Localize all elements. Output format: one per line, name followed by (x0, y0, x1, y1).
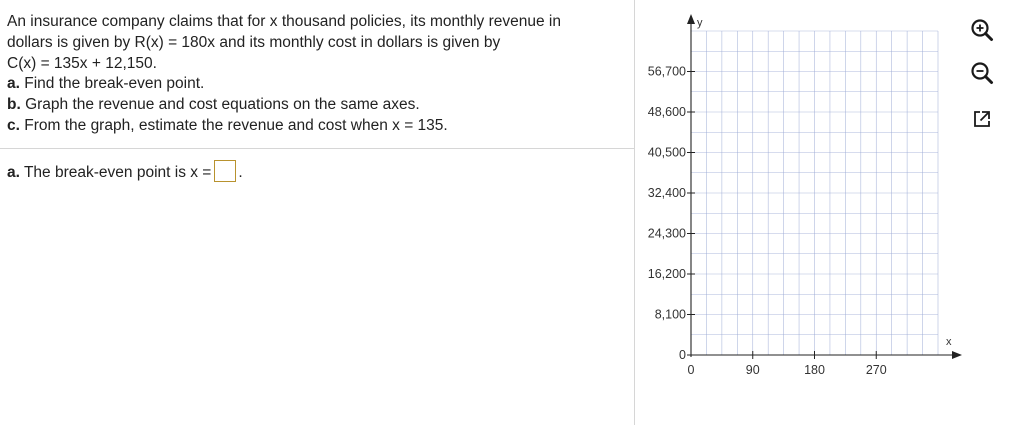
section-divider (0, 148, 634, 149)
y-tick-label: 0 (679, 348, 686, 362)
x-axis-arrow (952, 351, 962, 359)
x-tick-label: 270 (865, 363, 887, 377)
part-b-text: Graph the revenue and cost equations on the same axes. (20, 96, 420, 114)
part-b-label: b. (7, 96, 21, 114)
y-tick-label: 48,600 (647, 105, 686, 119)
y-axis-label: y (697, 17, 703, 29)
zoom-in-icon (967, 15, 997, 45)
y-tick-label: 8,100 (654, 307, 686, 322)
part-c-label: c. (7, 116, 20, 134)
y-tick-label: 24,300 (647, 226, 686, 241)
answer-part-label: a. (7, 164, 20, 181)
part-a-prompt (7, 74, 627, 95)
break-even-input[interactable] (214, 160, 236, 182)
answer-suffix: . (238, 164, 243, 181)
x-axis-label: x (946, 336, 952, 348)
y-tick-label: 32,400 (647, 186, 686, 200)
problem-statement (7, 12, 627, 137)
part-a-label: a. (7, 75, 20, 93)
part-c-text: From the graph, estimate the revenue and cost when x = 135. (19, 116, 448, 134)
panel-divider (634, 0, 635, 425)
popout-button[interactable] (967, 104, 997, 134)
graph-panel[interactable] (636, 0, 976, 425)
zoom-out-button[interactable] (967, 58, 997, 88)
x-tick-label: 90 (745, 363, 760, 377)
x-tick-label: 0 (687, 363, 695, 377)
problem-line-2: dollars is given by R(x) = 180x and its monthly cost in dollars is given by (7, 33, 501, 51)
answer-row (7, 160, 243, 184)
problem-line-1: An insurance company claims that for x thousand policies, its monthly revenue in (7, 13, 561, 30)
y-axis-arrow (687, 14, 695, 24)
y-tick-label: 56,700 (647, 64, 686, 79)
part-c-prompt (7, 116, 627, 137)
problem-line-3: C(x) = 135x + 12,150. (7, 54, 157, 72)
answer-prompt: The break-even point is x = (19, 164, 212, 181)
x-tick-label: 180 (804, 363, 825, 377)
y-tick-label: 40,500 (647, 145, 686, 160)
zoom-out-icon (967, 58, 997, 88)
popout-icon (967, 104, 997, 134)
zoom-in-button[interactable] (967, 15, 997, 45)
part-a-text: Find the break-even point. (19, 75, 205, 93)
part-b-prompt (7, 95, 627, 116)
y-tick-label: 16,200 (647, 267, 686, 281)
graph-canvas[interactable] (636, 0, 976, 425)
